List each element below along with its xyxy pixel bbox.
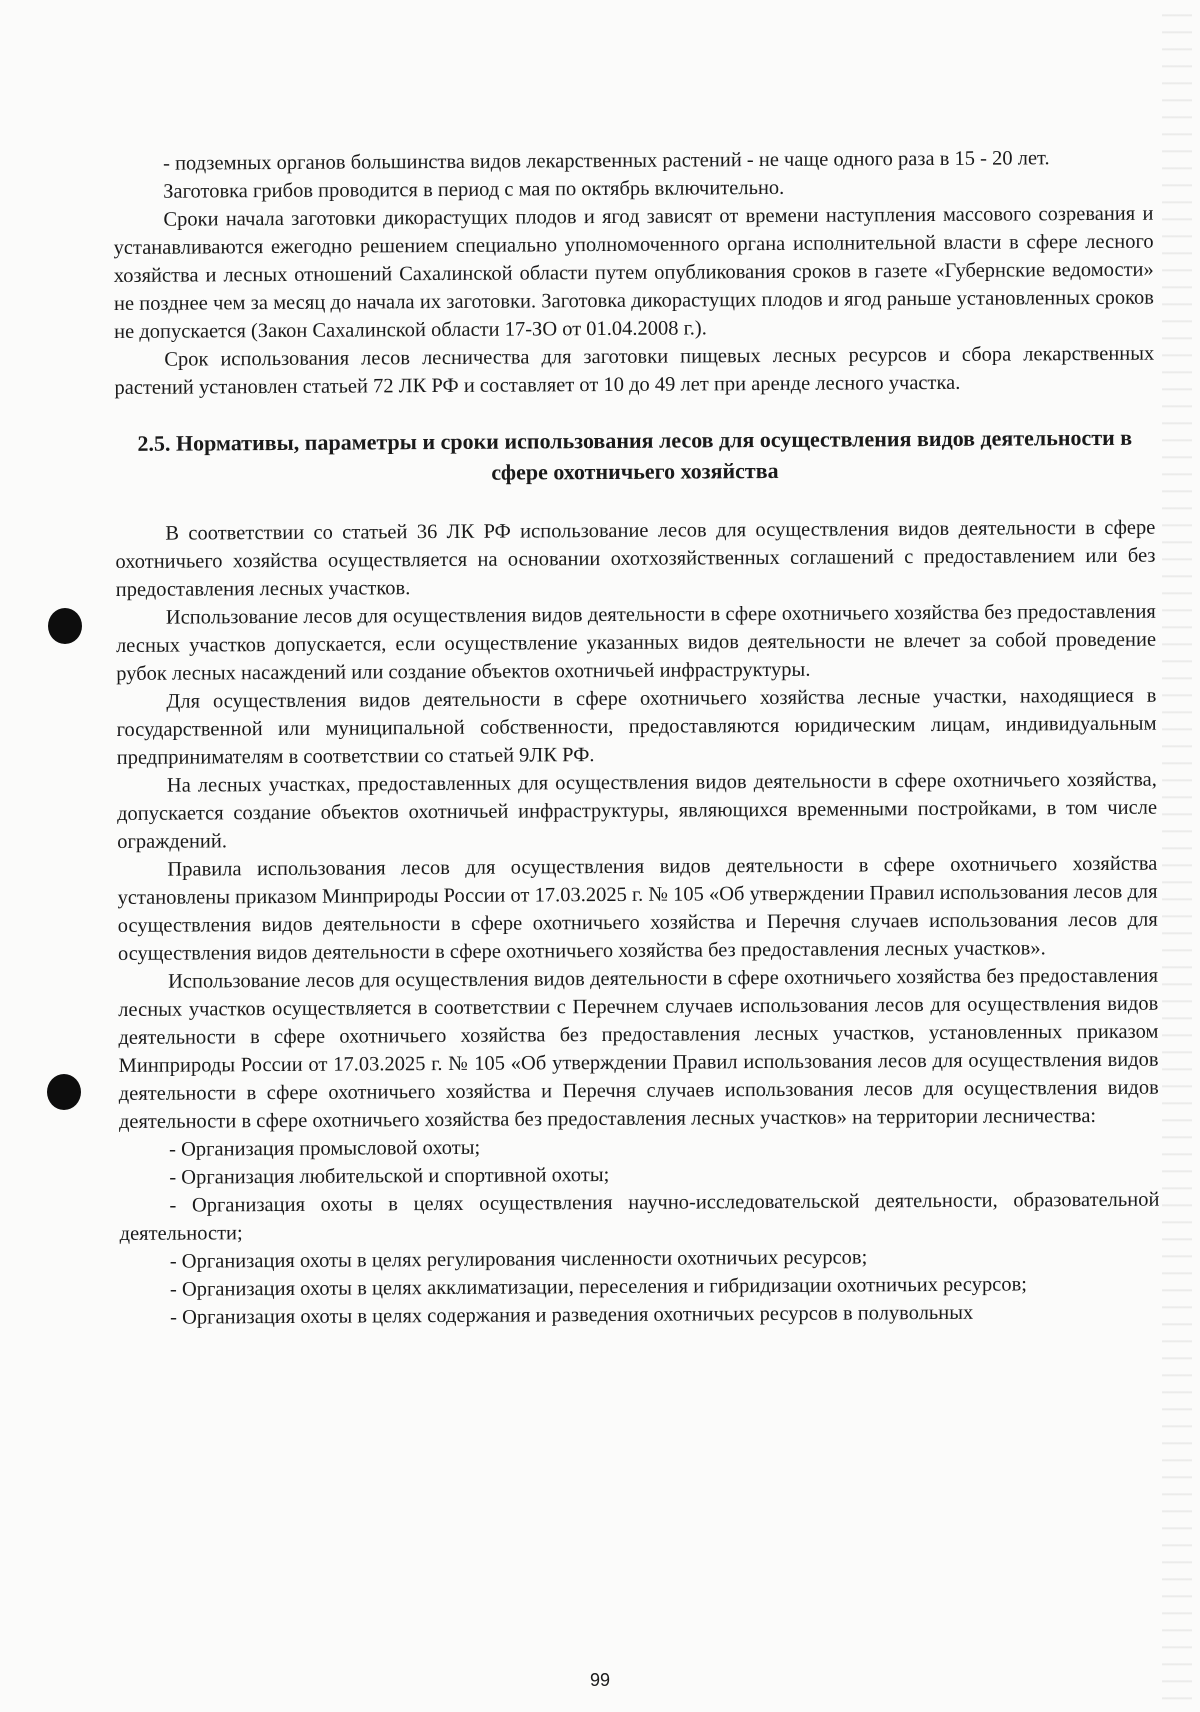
paragraph-infrastructure: На лесных участках, предоставленных для осуществления видов деятельности в сфере охотничьего хозяйства, допускается создание объектов охотничьей инфраструктуры, являющихся временными постройками, в том числе ограждений.	[116, 768, 1158, 853]
paragraph-roots-collection: - подземных органов большинства видов лекарственных растений - не чаще одного раза в 15 - 20 лет.	[163, 147, 1050, 175]
page-number: 99	[589, 1670, 611, 1690]
list-item: - Организация охоты в целях содержания и разведения охотничьих ресурсов в полувольных	[170, 1301, 974, 1329]
list-item: - Организация охоты в целях акклиматизации, переселения и гибридизации охотничьих ресурсов;	[169, 1273, 1027, 1301]
list-item: - Организация охоты в целях регулирования численности охотничьих ресурсов;	[169, 1246, 868, 1273]
document-body	[113, 144, 1160, 1332]
paragraph-berries-dates: Сроки начала заготовки дикорастущих плодов и ягод зависят от времени наступления массового созревания и устанавливаются ежегодно решением специально уполномоченного органа исполнительной власти в сфере лесного хозяйства и лесных отношений Сахалинской области путем опубликования сроков в газете «Губернские ведомости» не позднее чем за месяц до начала их заготовки. Заготовка дикорастущих плодов и ягод раньше установленных сроков не допускается (Закон Сахалинской области 17-ЗО от 01.04.2008 г.).	[113, 202, 1154, 343]
paragraph-list-intro: Использование лесов для осуществления видов деятельности в сфере охотничьего хозяйства без предоставления лесных участков осуществляется в соответствии с Перечнем случаев использования лесов для осуществления видов деятельности в сфере охотничьего хозяйства без предоставления лесных участков, установленных приказом Минприроды России от 17.03.2025 г. № 105 «Об утверждении Правил использования лесов для осуществления видов деятельности в сфере охотничьего хозяйства и Перечня случаев использования лесов для осуществления видов деятельности в сфере охотничьего хозяйства без предоставления лесных участков» на территории лесничества:	[118, 964, 1159, 1133]
paragraph-plots-provision: Для осуществления видов деятельности в сфере охотничьего хозяйства лесные участки, находящиеся в государственной или муниципальной собственности, предоставляются юридическим лицам, индивидуальным предпринимателям в соответствии со статьей 9ЛК РФ.	[116, 684, 1157, 769]
binder-hole-lower	[47, 1074, 81, 1110]
scan-edge-artifacts	[1162, 0, 1192, 1712]
list-item: - Организация любительской и спортивной охоты;	[169, 1163, 610, 1189]
binder-hole-upper	[48, 608, 82, 644]
list-item: - Организация охоты в целях осуществления научно-исследовательской деятельности, образовательной деятельности;	[119, 1188, 1160, 1245]
paragraph-lease-term: Срок использования лесов лесничества для заготовки пищевых лесных ресурсов и сбора лекарственных растений установлен статьей 72 ЛК РФ и составляет от 10 до 49 лет при аренде лесного участка.	[114, 342, 1155, 399]
paragraph-mushrooms: Заготовка грибов проводится в период с мая по октябрь включительно.	[163, 176, 785, 203]
paragraph-rules-order: Правила использования лесов для осуществления видов деятельности в сфере охотничьего хозяйства установлены приказом Минприроды России от 17.03.2025 г. № 105 «Об утверждении Правил использования лесов для осуществления видов деятельности в сфере охотничьего хозяйства и Перечня случаев использования лесов для осуществления видов деятельности в сфере охотничьего хозяйства без предоставления лесных участков».	[117, 852, 1158, 965]
list-item: - Организация промысловой охоты;	[169, 1136, 481, 1161]
section-heading: 2.5. Нормативы, параметры и сроки использования лесов для осуществления видов деятельности в сфере охотничьего хозяйства	[137, 424, 1133, 485]
paragraph-article-36: В соответствии со статьей 36 ЛК РФ использование лесов для осуществления видов деятельности в сфере охотничьего хозяйства осуществляется на основании охотхозяйственных соглашений с предоставлением или без предоставления лесных участков.	[115, 516, 1156, 601]
paragraph-without-plots: Использование лесов для осуществления видов деятельности в сфере охотничьего хозяйства без предоставления лесных участков допускается, если осуществление указанных видов деятельности не влечет за собой проведение рубок лесных насаждений или создание объектов охотничьей инфраструктуры.	[115, 600, 1157, 685]
